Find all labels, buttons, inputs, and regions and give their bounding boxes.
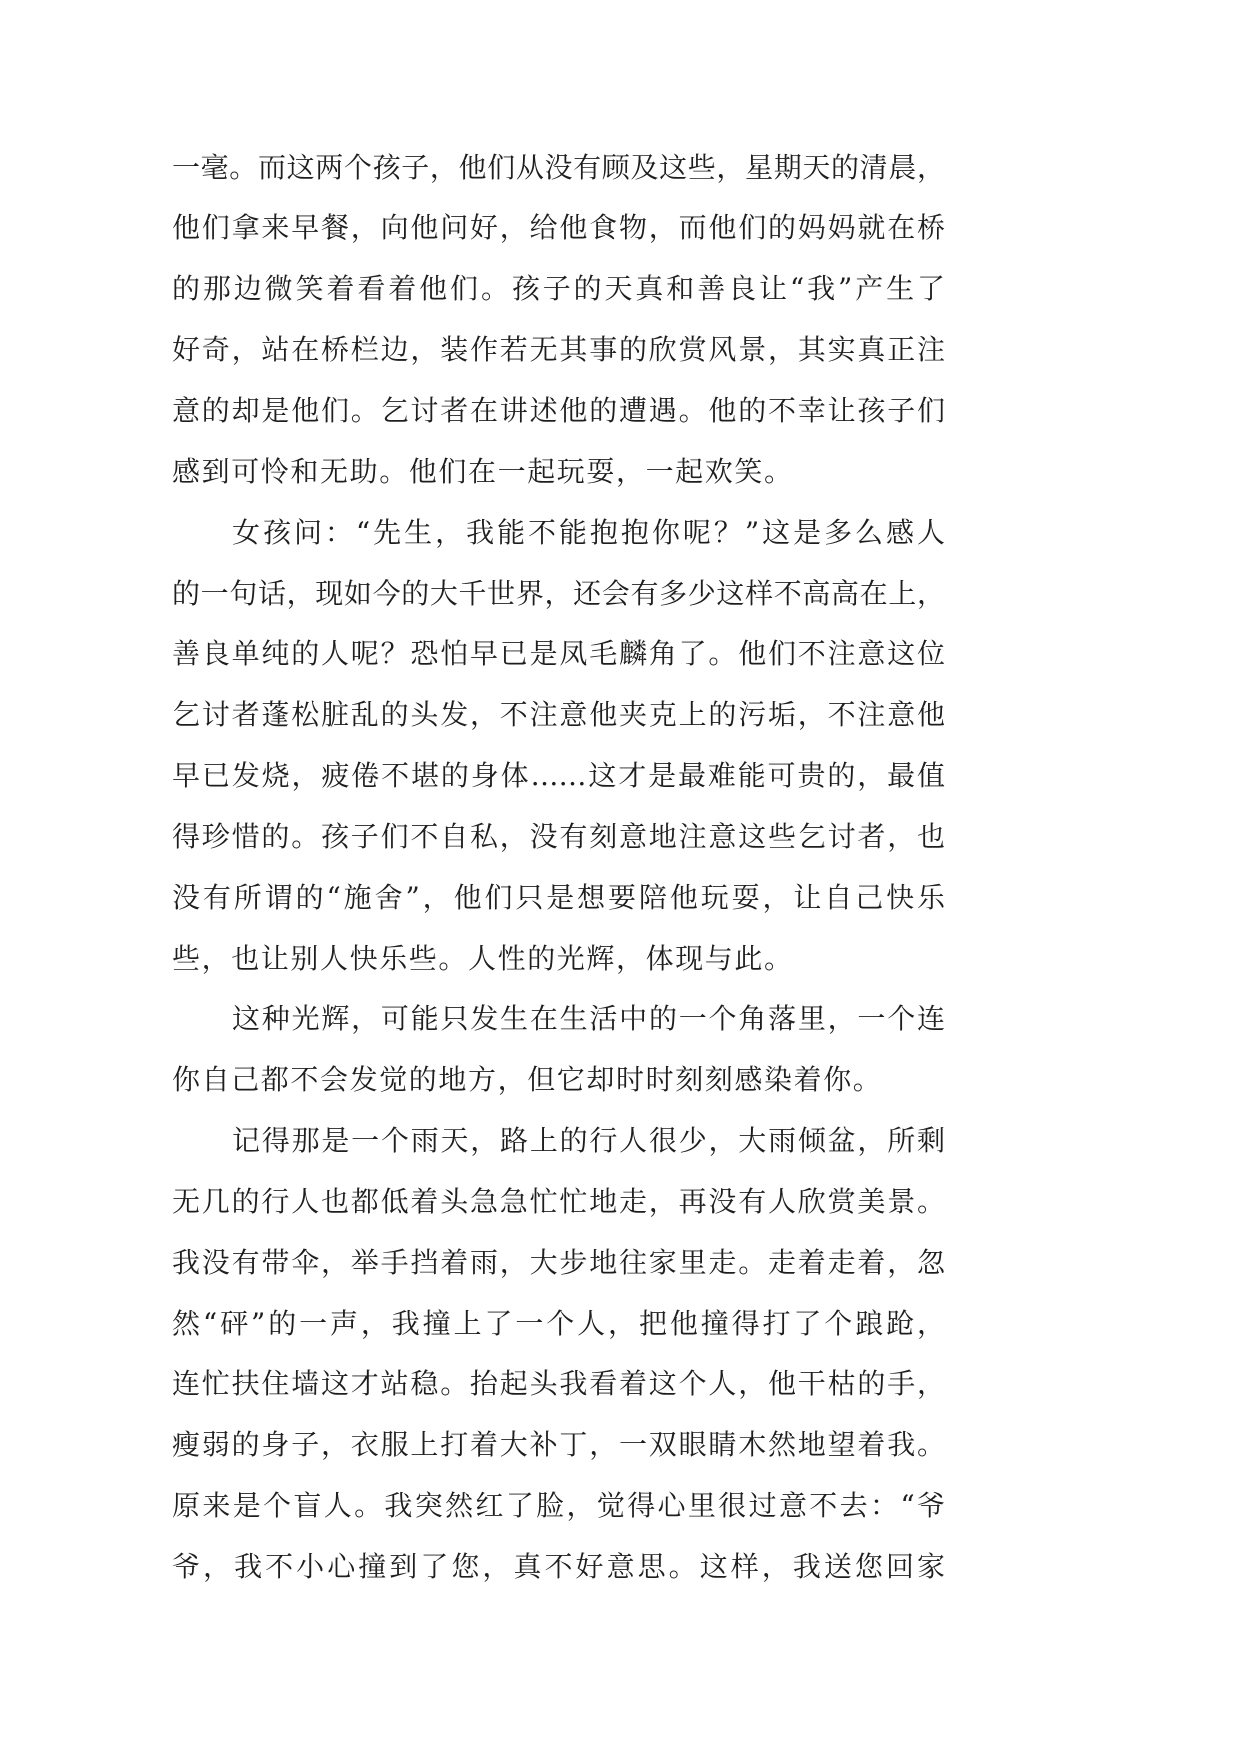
text-line: 善良单纯的人呢？恐怕早已是凤毛麟角了。他们不注意这位 xyxy=(172,637,945,671)
paragraph xyxy=(172,138,945,503)
text-line: 连忙扶住墙这才站稳。抬起头我看着这个人，他干枯的手， xyxy=(172,1367,945,1401)
text-line: 无几的行人也都低着头急急忙忙地走，再没有人欣赏美景。 xyxy=(172,1184,945,1218)
text-line: 的一句话，现如今的大千世界，还会有多少这样不高高在上， xyxy=(172,576,945,610)
text-line: 原来是个盲人。我突然红了脸，觉得心里很过意不去：“爷 xyxy=(172,1489,945,1523)
text-line: 的那边微笑着看着他们。孩子的天真和善良让“我”产生了 xyxy=(172,272,945,306)
text-line: 得珍惜的。孩子们不自私，没有刻意地注意这些乞讨者，也 xyxy=(172,819,945,853)
text-line: 然“砰”的一声，我撞上了一个人，把他撞得打了个踉跄， xyxy=(172,1306,945,1340)
text-line: 女孩问：“先生，我能不能抱抱你呢？”这是多么感人 xyxy=(232,515,945,549)
text-line: 好奇，站在桥栏边，装作若无其事的欣赏风景，其实真正注 xyxy=(172,333,945,367)
text-line: 乞讨者蓬松脏乱的头发，不注意他夹克上的污垢，不注意他 xyxy=(172,698,945,732)
text-line: 没有所谓的“施舍”，他们只是想要陪他玩耍，让自己快乐 xyxy=(172,880,945,914)
text-line: 些，也让别人快乐些。人性的光辉，体现与此。 xyxy=(172,941,794,975)
text-line: 早已发烧，疲倦不堪的身体……这才是最难能可贵的，最值 xyxy=(172,759,945,793)
text-line: 你自己都不会发觉的地方，但它却时时刻刻感染着你。 xyxy=(172,1063,883,1097)
text-line: 这种光辉，可能只发生在生活中的一个角落里，一个连 xyxy=(232,1002,945,1036)
paragraph xyxy=(172,1111,945,1598)
text-line: 爷，我不小心撞到了您，真不好意思。这样，我送您回家 xyxy=(172,1550,945,1583)
text-line: 一毫。而这两个孩子，他们从没有顾及这些，星期天的清晨， xyxy=(172,150,945,184)
text-line: 意的却是他们。乞讨者在讲述他的遭遇。他的不幸让孩子们 xyxy=(172,393,945,427)
paragraph xyxy=(172,503,945,990)
document-body xyxy=(172,138,945,1598)
paragraph xyxy=(172,989,945,1111)
text-line: 瘦弱的身子，衣服上打着大补丁，一双眼睛木然地望着我。 xyxy=(172,1428,945,1462)
text-line: 我没有带伞，举手挡着雨，大步地往家里走。走着走着，忽 xyxy=(172,1245,945,1279)
text-line: 记得那是一个雨天，路上的行人很少，大雨倾盆，所剩 xyxy=(232,1124,945,1158)
text-line: 他们拿来早餐，向他问好，给他食物，而他们的妈妈就在桥 xyxy=(172,211,945,245)
text-line: 感到可怜和无助。他们在一起玩耍，一起欢笑。 xyxy=(172,454,794,488)
